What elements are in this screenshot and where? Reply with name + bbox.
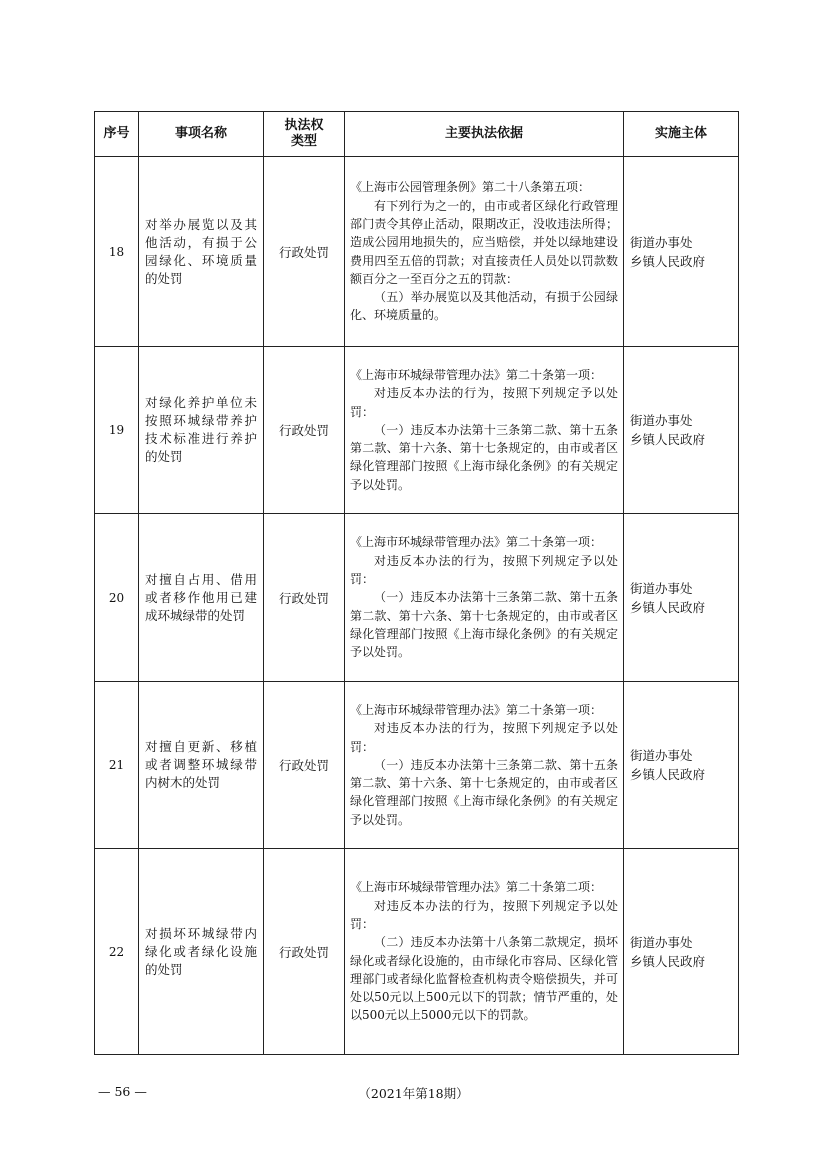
basis-title: 《上海市环城绿带管理办法》第二十条第一项： — [350, 367, 603, 382]
table-row — [95, 849, 739, 1055]
subject-line: 乡镇人民政府 — [630, 253, 706, 269]
item-name: 对举办展览以及其他活动，有损于公园绿化、环境质量的处罚 — [139, 157, 264, 347]
header-implementing-body: 实施主体 — [624, 112, 739, 157]
implementing-body — [624, 849, 739, 1055]
basis-paragraph: 对违反本办法的行为，按照下列规定予以处罚： — [350, 898, 618, 931]
basis-paragraph: （二）违反本办法第十八条第二款规定，损坏绿化或者绿化设施的，由市绿化市容局、区绿化管理部门或者绿化监督检查机构责令赔偿损失，并可处以50元以上500元以下的罚款；情节严重的，处以500元以上5000元以下的罚款。 — [350, 935, 618, 1023]
row-number: 22 — [95, 849, 139, 1055]
enforcement-type: 行政处罚 — [264, 682, 345, 849]
basis-paragraph: 对违反本办法的行为，按照下列规定予以处罚： — [350, 553, 618, 587]
basis-paragraph: 对违反本办法的行为，按照下列规定予以处罚： — [350, 721, 618, 754]
basis-paragraph: 对违反本办法的行为，按照下列规定予以处罚： — [350, 386, 618, 419]
item-name: 对擅自更新、移植或者调整环城绿带内树木的处罚 — [139, 682, 264, 849]
basis-title: 《上海市环城绿带管理办法》第二十条第一项： — [350, 702, 603, 717]
subject-line: 街道办事处 — [630, 748, 693, 763]
legal-basis — [345, 849, 624, 1055]
basis-paragraph: （五）举办展览以及其他活动，有损于公园绿化、环境质量的。 — [350, 290, 618, 323]
enforcement-type: 行政处罚 — [264, 157, 345, 347]
enforcement-type: 行政处罚 — [264, 514, 345, 682]
subject-line: 街道办事处 — [630, 934, 693, 950]
header-legal-basis: 主要执法依据 — [345, 112, 624, 157]
subject-line: 乡镇人民政府 — [630, 767, 706, 782]
implementing-body — [624, 682, 739, 849]
item-name: 对绿化养护单位未按照环城绿带养护技术标准进行养护的处罚 — [139, 347, 264, 514]
page-number: — 56 — — [98, 1084, 147, 1099]
header-item-name: 事项名称 — [139, 112, 264, 157]
basis-paragraph: （一）违反本办法第十三条第二款、第十五条第二款、第十六条、第十七条规定的，由市或者区绿化管理部门按照《上海市绿化条例》的有关规定予以处罚。 — [350, 757, 618, 827]
issue-number: （2021年第18期） — [358, 1086, 469, 1101]
legal-basis — [345, 682, 624, 849]
basis-paragraph: （一）违反本办法第十三条第二款、第十五条第二款、第十六条、第十七条规定的，由市或者区绿化管理部门按照《上海市绿化条例》的有关规定予以处罚。 — [350, 422, 618, 492]
table-row — [95, 347, 739, 514]
implementing-body — [624, 157, 739, 347]
table-row — [95, 514, 739, 682]
item-name: 对擅自占用、借用或者移作他用已建成环城绿带的处罚 — [139, 514, 264, 682]
table-header-row — [95, 112, 739, 157]
row-number: 19 — [95, 347, 139, 514]
basis-title: 《上海市公园管理条例》第二十八条第五项： — [350, 180, 591, 195]
legal-basis — [345, 514, 624, 682]
subject-line: 街道办事处 — [630, 413, 693, 428]
subject-line: 乡镇人民政府 — [630, 953, 706, 969]
implementing-body — [624, 514, 739, 682]
header-enforcement-type: 执法权 类型 — [264, 112, 345, 157]
item-name: 对损坏环城绿带内绿化或者绿化设施的处罚 — [139, 849, 264, 1055]
basis-title: 《上海市环城绿带管理办法》第二十条第二项： — [350, 880, 603, 895]
row-number: 18 — [95, 157, 139, 347]
basis-paragraph: 有下列行为之一的，由市或者区绿化行政管理部门责令其停止活动，限期改正，没收违法所得；造成公园用地损失的，应当赔偿，并处以绿地建设费用四至五倍的罚款；对直接责任人员处以罚款数额百分之一至百分之五的罚款： — [350, 198, 618, 286]
enforcement-type: 行政处罚 — [264, 347, 345, 514]
header-number: 序号 — [95, 112, 139, 157]
implementing-body — [624, 347, 739, 514]
table-row — [95, 157, 739, 347]
enforcement-items-table — [94, 111, 739, 1055]
subject-line: 乡镇人民政府 — [630, 599, 706, 615]
subject-line: 街道办事处 — [630, 234, 693, 250]
row-number: 20 — [95, 514, 139, 682]
legal-basis — [345, 157, 624, 347]
basis-title: 《上海市环城绿带管理办法》第二十条第一项： — [350, 535, 603, 550]
enforcement-type: 行政处罚 — [264, 849, 345, 1055]
subject-line: 乡镇人民政府 — [630, 432, 706, 447]
table-row — [95, 682, 739, 849]
row-number: 21 — [95, 682, 139, 849]
basis-paragraph: （一）违反本办法第十三条第二款、第十五条第二款、第十六条、第十七条规定的，由市或者区绿化管理部门按照《上海市绿化条例》的有关规定予以处罚。 — [350, 590, 618, 660]
subject-line: 街道办事处 — [630, 580, 693, 596]
legal-basis — [345, 347, 624, 514]
